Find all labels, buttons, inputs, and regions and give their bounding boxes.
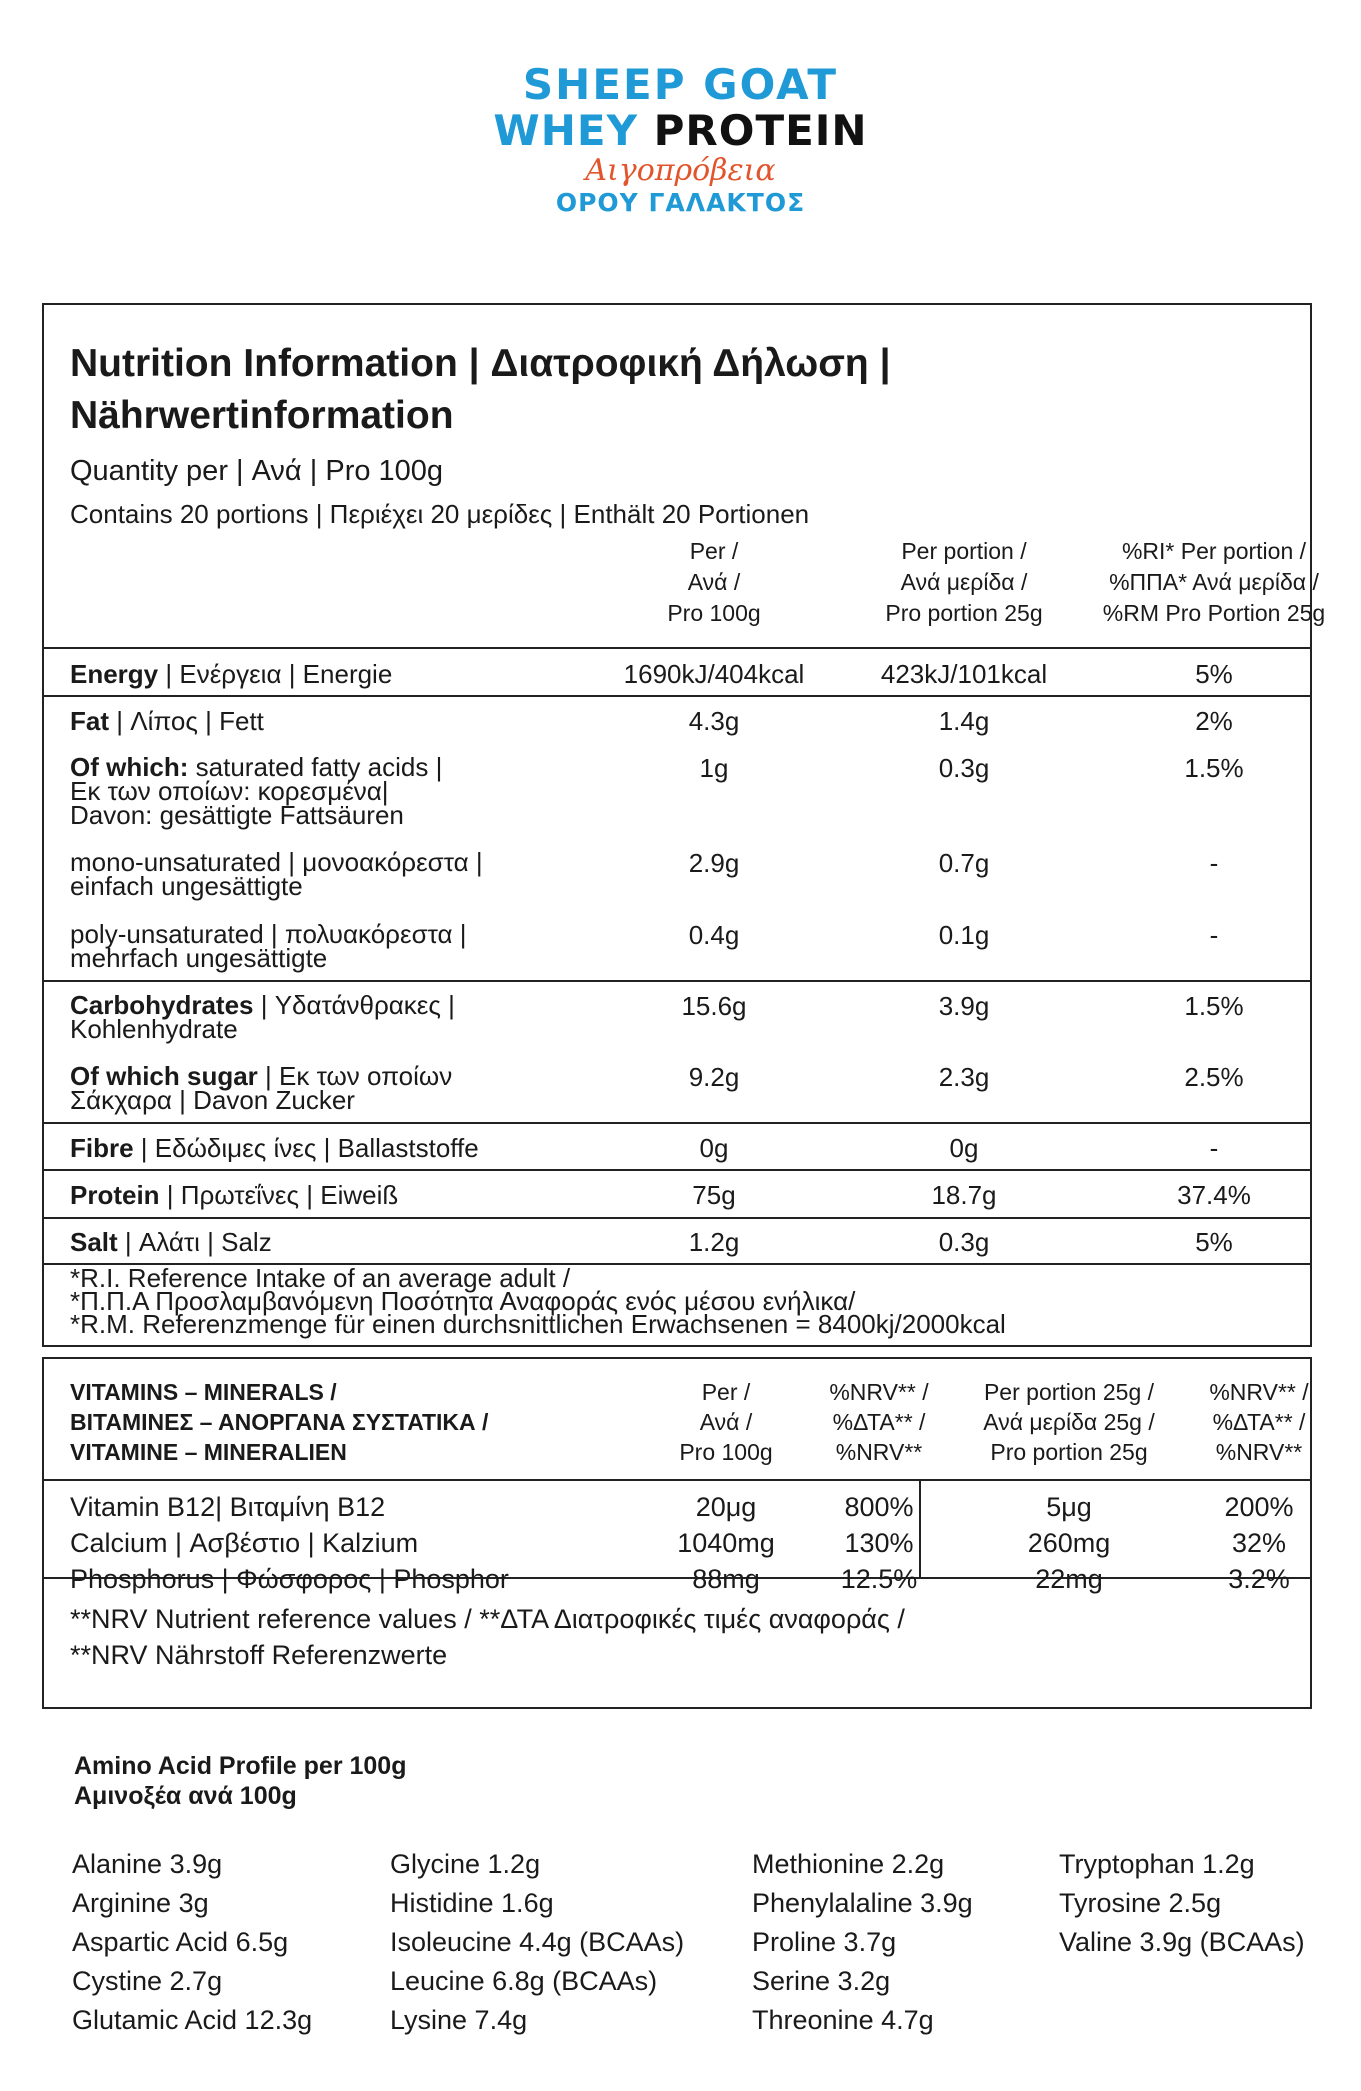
header-line: %NRV** [1215,1439,1303,1465]
nutrition-table [42,303,1326,1347]
header-per-100g [574,536,854,629]
label-bold: Carbohydrates [70,990,254,1020]
vm-value: 260mg [1027,1528,1111,1558]
fat-per-100g: 4.3g [688,706,740,736]
header-line: Per portion 25g / [983,1379,1155,1405]
amino-title [74,1751,406,1811]
label-rest: | Πρωτεΐνες | Eiweiß [159,1180,399,1210]
row-poly-label [70,919,467,973]
label-bold: Of which: [70,752,189,782]
amino-column-4 [1059,1845,1305,1962]
label-line: Davon: gesättigte Fattsäuren [70,800,404,830]
vm-value: 800% [844,1492,914,1522]
row-sugar-label [70,1061,453,1115]
footnote: **NRV Nutrient reference values / **ΔΤΑ Διατροφικές τιμές αναφοράς / [70,1604,905,1634]
footnote: **NRV Nährstoff Referenzwerte [70,1640,448,1670]
vm-per-portion-col [954,1489,1184,1597]
header-line: Ανά / [687,569,741,595]
fibre-per-100g: 0g [699,1133,729,1163]
title-line: ΒΙΤΑΜΙΝΕΣ – ΑΝΟΡΓΑΝΑ ΣΥΣΤΑΤΙΚΑ / [70,1409,489,1435]
fibre-per-portion: 0g [949,1133,979,1163]
salt-per-100g: 1.2g [688,1227,740,1257]
label-line: Εκ των οποίων: κορεσμένα| [70,776,389,806]
vm-header-per-portion [954,1377,1184,1467]
logo-greek-subtitle: ΟΡΟΥ ΓΑΛΑΚΤΟΣ [555,188,806,217]
vitamins-minerals-table [42,1357,1312,1709]
header-line: %RM Pro Portion 25g [1102,600,1326,626]
header-line: Pro 100g [667,600,761,626]
label-rest: | Υδατάνθρακες | [253,990,455,1020]
header-line: Per / [689,538,739,564]
amino-column-3 [752,1845,973,2040]
carbs-ri: 1.5% [1184,991,1244,1021]
label-line: Σάκχαρα | Davon Zucker [70,1085,355,1115]
amino-item: Aspartic Acid 6.5g [72,1927,289,1957]
sugar-per-100g: 9.2g [688,1062,740,1092]
vm-value: 88mg [692,1564,760,1594]
header-line: Pro portion 25g [990,1439,1148,1465]
amino-item: Threonine 4.7g [752,2005,934,2035]
label-bold: Fat [70,706,109,736]
label-bold: Fibre [70,1133,134,1163]
footnote: *R.M. Referenzmenge für einen durchsnittlichen Erwachsenen = 8400kj/2000kcal [70,1309,1006,1339]
amino-item: Proline 3.7g [752,1927,897,1957]
header-line: Ανά μερίδα / [900,569,1028,595]
footnote: *Π.Π.Α Προσλαμβανόμενη Ποσότητα Αναφοράς ενός μέσου ενήλικα/ [70,1286,856,1316]
mono-ri: - [1209,848,1219,878]
carbs-per-portion: 3.9g [938,991,990,1021]
nutrition-title-1: Nutrition Information | Διατροφική Δήλωση | [70,342,891,385]
vm-value: 200% [1224,1492,1294,1522]
logo-greek-script: Αιγοπρόβεια [585,153,776,188]
label-rest: | Αλάτι | Salz [117,1227,272,1257]
footnote: *R.I. Reference Intake of an average adult / [70,1263,571,1293]
quantity-label: Quantity per | Ανά | Pro 100g [70,455,444,487]
label-bold: Salt [70,1227,118,1257]
amino-item: Isoleucine 4.4g (BCAAs) [390,1927,685,1957]
header-line: Pro portion 25g [885,600,1043,626]
row-saturated-label [70,752,443,830]
header-line: %NRV** / [829,1379,929,1405]
row-energy-label [70,661,392,687]
vm-name: Phosphorus | Φώσφορος | Phosphor [70,1564,509,1594]
header-line: %RI* Per portion / [1121,538,1307,564]
vm-value: 1040mg [677,1528,775,1558]
divider [44,1122,1310,1124]
label-bold: Energy [70,659,159,689]
header-line: Per / [701,1379,751,1405]
vm-value: 12.5% [840,1564,918,1594]
vm-name: Vitamin B12| Βιταμίνη B12 [70,1492,386,1522]
row-fibre-label [70,1135,479,1161]
label-line: poly-unsaturated | πολυακόρεστα | [70,919,467,949]
vm-value: 5μg [1046,1492,1092,1522]
protein-ri: 37.4% [1177,1180,1251,1210]
vm-value: 3.2% [1228,1564,1290,1594]
sugar-ri: 2.5% [1184,1062,1244,1092]
header-line: Pro 100g [679,1439,773,1465]
amino-column-2 [390,1845,684,2040]
row-salt-label [70,1229,272,1255]
label-rest: | Λίπος | Fett [109,706,264,736]
poly-per-100g: 0.4g [688,920,740,950]
label-line: Kohlenhydrate [70,1014,238,1044]
header-line: %ΠΠΑ* Ανά μερίδα / [1109,569,1319,595]
nutrition-title-2: Nährwertinformation [70,394,454,437]
row-mono-label [70,847,483,901]
amino-column-1 [72,1845,312,2040]
header-line: %ΔΤΑ** / [832,1409,926,1435]
amino-item: Glycine 1.2g [390,1849,541,1879]
amino-title-line: Amino Acid Profile per 100g [74,1752,407,1780]
amino-item: Phenylalaline 3.9g [752,1888,973,1918]
logo-line-2 [0,108,1361,154]
saturated-per-portion: 0.3g [938,753,990,783]
mono-per-100g: 2.9g [688,848,740,878]
amino-item: Arginine 3g [72,1888,209,1918]
saturated-per-100g: 1g [699,753,729,783]
fat-ri: 2% [1195,706,1233,736]
vm-value: 130% [844,1528,914,1558]
label-bold: Protein [70,1180,160,1210]
divider [44,1479,1310,1481]
amino-item: Tyrosine 2.5g [1059,1888,1222,1918]
vm-nrv-portion-col [1184,1489,1334,1597]
fat-per-portion: 1.4g [938,706,990,736]
header-per-portion [824,536,1104,629]
amino-item: Alanine 3.9g [72,1849,223,1879]
header-line: %ΔΤΑ** / [1212,1409,1306,1435]
label-rest: saturated fatty acids | [188,752,443,782]
logo-line-1: SHEEP GOAT [522,60,839,109]
amino-item: Leucine 6.8g (BCAAs) [390,1966,658,1996]
sugar-per-portion: 2.3g [938,1062,990,1092]
vm-header-nrv-100g [789,1377,969,1467]
amino-title-line: Αμινοξέα ανά 100g [74,1782,297,1810]
amino-item: Cystine 2.7g [72,1966,223,1996]
salt-per-portion: 0.3g [938,1227,990,1257]
salt-ri: 5% [1195,1227,1233,1257]
vm-footnotes [70,1601,905,1673]
brand-logo [0,62,1361,218]
vm-value: 32% [1231,1528,1287,1558]
title-line: VITAMINS – MINERALS / [70,1379,337,1405]
header-line: %NRV** [835,1439,923,1465]
vm-value: 20μg [695,1492,757,1522]
header-line: Per portion / [901,538,1027,564]
protein-per-portion: 18.7g [931,1180,997,1210]
label-rest: | Ενέργεια | Energie [158,659,393,689]
energy-ri: 5% [1195,659,1233,689]
row-carbs-label [70,990,455,1044]
vm-nrv-100g-col [789,1489,969,1597]
nutrition-footnotes [70,1263,1006,1339]
vm-value: 22mg [1035,1564,1103,1594]
label-rest: | Εκ των οποίων [257,1061,453,1091]
header-line: Ανά / [699,1409,753,1435]
energy-per-100g: 1690kJ/404kcal [623,659,805,689]
divider [44,980,1310,982]
logo-protein: PROTEIN [653,106,868,155]
mono-per-portion: 0.7g [938,848,990,878]
header-line: Ανά μερίδα 25g / [983,1409,1155,1435]
energy-per-portion: 423kJ/101kcal [880,659,1048,689]
vm-name: Calcium | Ασβέστιο | Kalzium [70,1528,419,1558]
poly-per-portion: 0.1g [938,920,990,950]
title-line: VITAMINE – MINERALIEN [70,1439,347,1465]
divider [44,1169,1310,1171]
logo-whey: WHEY [493,106,638,155]
amino-item: Tryptophan 1.2g [1059,1849,1255,1879]
row-protein-label [70,1182,398,1208]
label-rest: | Εδώδιμες ίνες | Ballaststoffe [133,1133,479,1163]
label-line: mehrfach ungesättigte [70,943,328,973]
label-line: mono-unsaturated | μονοακόρεστα | [70,847,483,877]
amino-item: Glutamic Acid 12.3g [72,2005,313,2035]
label-bold: Of which sugar [70,1061,258,1091]
amino-item: Methionine 2.2g [752,1849,945,1879]
carbs-per-100g: 15.6g [681,991,747,1021]
protein-per-100g: 75g [692,1180,736,1210]
header-ri [1064,536,1361,629]
label-line: einfach ungesättigte [70,871,303,901]
header-line: %NRV** / [1209,1379,1309,1405]
divider [44,695,1310,697]
row-fat-label [70,708,264,734]
amino-item: Valine 3.9g (BCAAs) [1059,1927,1305,1957]
saturated-ri: 1.5% [1184,753,1244,783]
vitamins-title [70,1377,488,1467]
poly-ri: - [1209,920,1219,950]
amino-item: Lysine 7.4g [390,2005,528,2035]
vm-header-nrv-portion [1184,1377,1334,1467]
divider [44,647,1310,649]
amino-item: Histidine 1.6g [390,1888,554,1918]
fibre-ri: - [1209,1133,1219,1163]
amino-item: Serine 3.2g [752,1966,891,1996]
portions-label: Contains 20 portions | Περιέχει 20 μερίδες | Enthält 20 Portionen [70,499,810,529]
vm-row-names [70,1489,509,1597]
divider [44,1217,1310,1219]
